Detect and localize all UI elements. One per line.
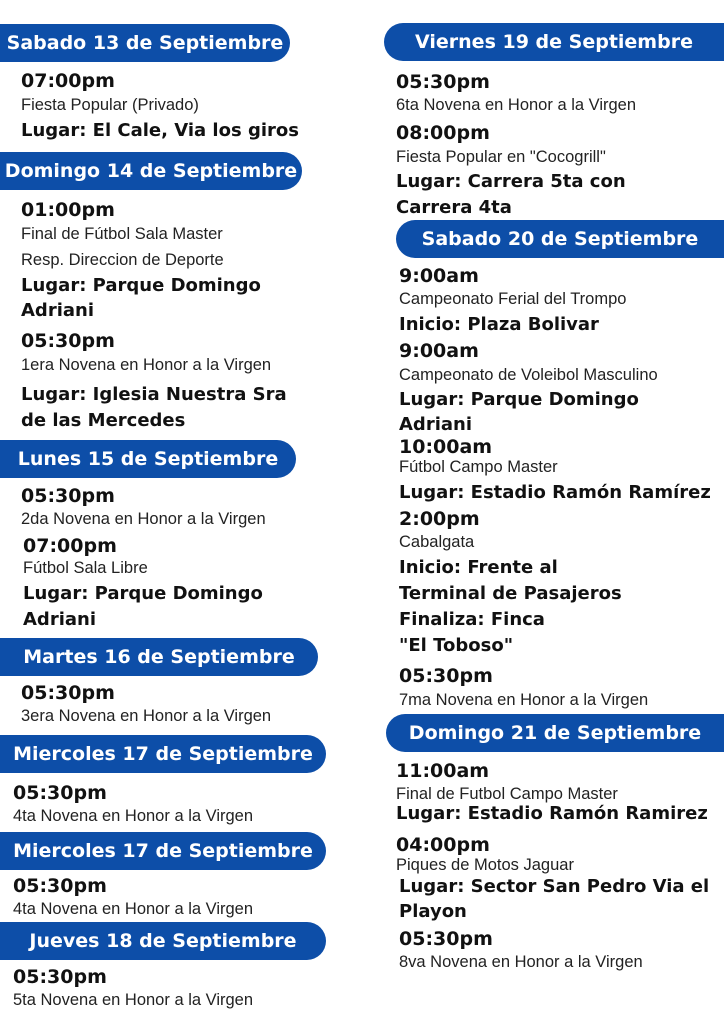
event-description: 4ta Novena en Honor a la Virgen	[13, 807, 254, 825]
event-location: Lugar: Estadio Ramón Ramírez	[399, 482, 711, 503]
event-time: 05:30pm	[13, 966, 107, 988]
event-location: Terminal de Pasajeros	[399, 583, 622, 604]
event-location: de las Mercedes	[21, 410, 186, 431]
day-header-sabado-20: Sabado 20 de Septiembre	[396, 220, 724, 258]
event-description: 8va Novena en Honor a la Virgen	[399, 953, 643, 971]
event-location: Lugar: El Cale, Via los giros	[21, 120, 299, 141]
event-time: 07:00pm	[23, 535, 117, 557]
event-time: 01:00pm	[21, 199, 115, 221]
event-location: Playon	[399, 901, 467, 922]
event-description: 3era Novena en Honor a la Virgen	[21, 707, 272, 725]
event-description: Fútbol Campo Master	[399, 458, 558, 476]
day-header-miercoles-17-repeat: Miercoles 17 de Septiembre	[0, 832, 326, 870]
event-description: Cabalgata	[399, 533, 475, 551]
event-time: 10:00am	[399, 436, 493, 458]
event-location: Lugar: Estadio Ramón Ramirez	[396, 803, 708, 824]
event-time: 9:00am	[399, 340, 479, 362]
day-header-domingo-21: Domingo 21 de Septiembre	[386, 714, 724, 752]
event-time: 05:30pm	[13, 875, 107, 897]
day-header-sabado-13: Sabado 13 de Septiembre	[0, 24, 290, 62]
event-description: Resp. Direccion de Deporte	[21, 251, 224, 269]
event-time: 05:30pm	[399, 928, 493, 950]
event-location: Adriani	[21, 300, 94, 321]
event-time: 05:30pm	[396, 71, 490, 93]
event-location: Lugar: Parque Domingo	[399, 389, 639, 410]
event-time: 05:30pm	[21, 330, 115, 352]
event-location: Finaliza: Finca	[399, 609, 545, 630]
event-description: 7ma Novena en Honor a la Virgen	[399, 691, 649, 709]
event-location: Lugar: Iglesia Nuestra Sra	[21, 384, 287, 405]
event-description: Campeonato de Voleibol Masculino	[399, 366, 658, 384]
event-time: 04:00pm	[396, 834, 490, 856]
event-description: Final de Futbol Campo Master	[396, 785, 618, 803]
event-location: Lugar: Carrera 5ta con	[396, 171, 626, 192]
event-location: "El Toboso"	[399, 635, 514, 656]
day-header-domingo-14: Domingo 14 de Septiembre	[0, 152, 302, 190]
day-header-viernes-19: Viernes 19 de Septiembre	[384, 23, 724, 61]
event-location: Inicio: Plaza Bolivar	[399, 314, 599, 335]
day-header-miercoles-17: Miercoles 17 de Septiembre	[0, 735, 326, 773]
event-description: Campeonato Ferial del Trompo	[399, 290, 627, 308]
event-description: Piques de Motos Jaguar	[396, 856, 574, 874]
event-description: Fútbol Sala Libre	[23, 559, 148, 577]
day-header-lunes-15: Lunes 15 de Septiembre	[0, 440, 296, 478]
event-description: 1era Novena en Honor a la Virgen	[21, 356, 272, 374]
event-location: Adriani	[23, 609, 96, 630]
event-time: 05:30pm	[21, 682, 115, 704]
event-description: Fiesta Popular (Privado)	[21, 96, 199, 114]
event-time: 05:30pm	[399, 665, 493, 687]
event-time: 07:00pm	[21, 70, 115, 92]
event-description: 4ta Novena en Honor a la Virgen	[13, 900, 254, 918]
day-header-martes-16: Martes 16 de Septiembre	[0, 638, 318, 676]
event-time: 05:30pm	[21, 485, 115, 507]
event-location: Carrera 4ta	[396, 197, 512, 218]
event-description: 2da Novena en Honor a la Virgen	[21, 510, 266, 528]
event-location: Lugar: Sector San Pedro Via el	[399, 876, 710, 897]
event-location: Inicio: Frente al	[399, 557, 558, 578]
event-location: Lugar: Parque Domingo	[23, 583, 263, 604]
event-description: 6ta Novena en Honor a la Virgen	[396, 96, 637, 114]
event-time: 11:00am	[396, 760, 490, 782]
event-location: Adriani	[399, 414, 472, 435]
event-description: Final de Fútbol Sala Master	[21, 225, 223, 243]
event-time: 9:00am	[399, 265, 479, 287]
event-time: 2:00pm	[399, 508, 480, 530]
day-header-jueves-18: Jueves 18 de Septiembre	[0, 922, 326, 960]
event-location: Lugar: Parque Domingo	[21, 275, 261, 296]
event-time: 08:00pm	[396, 122, 490, 144]
event-time: 05:30pm	[13, 782, 107, 804]
event-description: 5ta Novena en Honor a la Virgen	[13, 991, 254, 1009]
event-description: Fiesta Popular en "Cocogrill"	[396, 148, 606, 166]
